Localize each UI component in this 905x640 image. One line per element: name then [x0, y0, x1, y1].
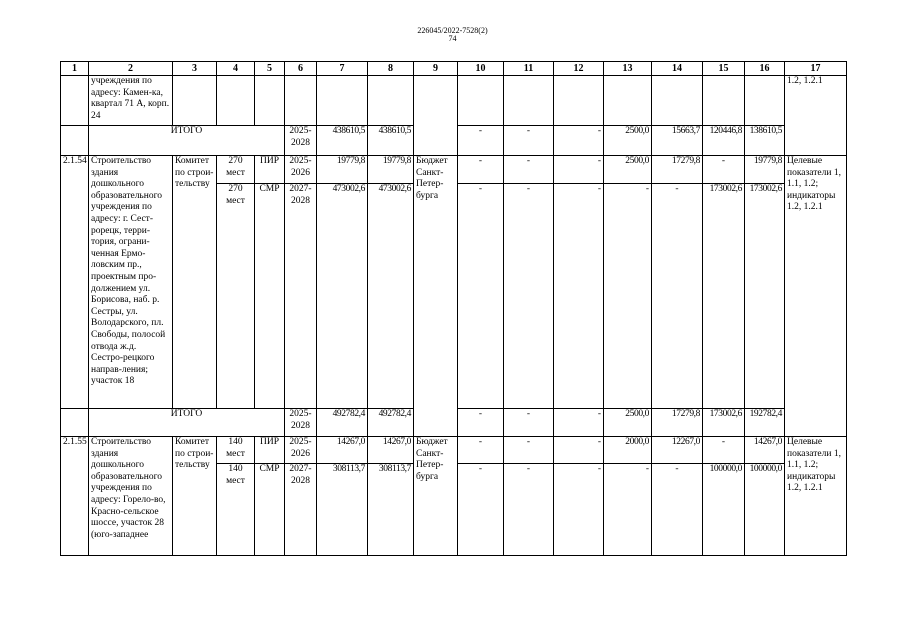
col-number: 2 [89, 62, 173, 76]
work-type: ПИР [255, 156, 285, 184]
col-number: 15 [703, 62, 745, 76]
value-col15: 173002,6 [703, 409, 745, 437]
value-col8: 308113,7 [368, 464, 414, 556]
value-col7: 438610,5 [317, 126, 368, 156]
value-col15: - [703, 437, 745, 464]
value-col10: - [458, 464, 504, 556]
work-type: ПИР [255, 437, 285, 464]
value-col13: 2500,0 [604, 156, 652, 184]
value-col7: 473002,6 [317, 184, 368, 409]
work-type: СМР [255, 184, 285, 409]
value-col14: 15663,7 [652, 126, 703, 156]
value-col12: - [554, 126, 604, 156]
object-name: учреждения по адресу: Камен-ка, квартал 71 А, корп. 24 [89, 76, 173, 126]
col-number: 11 [504, 62, 554, 76]
value-col10: - [458, 156, 504, 184]
table-row [61, 437, 847, 464]
value-col12: - [554, 156, 604, 184]
table-row [61, 76, 847, 126]
value-col13: 2500,0 [604, 126, 652, 156]
capacity: 270 мест [217, 156, 255, 184]
itogo-label: ИТОГО [89, 126, 285, 156]
value-col11: - [504, 126, 554, 156]
page-number: 74 [448, 34, 457, 43]
row-number: 2.1.54 [61, 156, 89, 409]
value-col11: - [504, 184, 554, 409]
value-col16: 173002,6 [745, 184, 785, 409]
document-id: 226045/2022-7528(2) [417, 26, 488, 35]
table-row [61, 156, 847, 184]
value-col13: 2500,0 [604, 409, 652, 437]
value-col10: - [458, 437, 504, 464]
value-col13: - [604, 184, 652, 409]
value-col16: 192782,4 [745, 409, 785, 437]
col-number: 1 [61, 62, 89, 76]
value-col10: - [458, 126, 504, 156]
capacity: 270 мест [217, 184, 255, 409]
customer: Комитет по строи-тельству [173, 156, 217, 409]
value-col15: 100000,0 [703, 464, 745, 556]
funding-source: Бюджет Санкт-Петер-бурга [414, 156, 458, 437]
capacity: 140 мест [217, 464, 255, 556]
value-col11: - [504, 437, 554, 464]
value-col15: - [703, 156, 745, 184]
target-indicators: Целевые показатели 1, 1.1, 1.2; индикаторы 1.2, 1.2.1 [785, 156, 847, 437]
row-number: 2.1.55 [61, 437, 89, 556]
value-col15: 173002,6 [703, 184, 745, 409]
funding-source: Бюджет Санкт-Петер-бурга [414, 437, 458, 556]
value-col12: - [554, 184, 604, 409]
program-table [60, 61, 847, 556]
value-col8: 473002,6 [368, 184, 414, 409]
value-col8: 19779,8 [368, 156, 414, 184]
value-col13: 2000,0 [604, 437, 652, 464]
object-name: Строительство здания дошкольного образовательного учреждения по адресу: Горело-во, Красно-сельское шоссе, участок 28 (юго-западнее [89, 437, 173, 556]
col-number: 7 [317, 62, 368, 76]
years: 2025-2026 [285, 437, 317, 464]
col-number: 10 [458, 62, 504, 76]
col-number: 9 [414, 62, 458, 76]
object-name: Строительство здания дошкольного образовательного учреждения по адресу: г. Сест-рорецк, терри-тория, ограни-ченная Ермо-ловским пр., проектным про-должением ул. Борисова, наб. р. Сестры, ул. Володарского, пл. Свободы, полосой отвода ж.д. Сестро-рецкого направ-ления; участок 18 [89, 156, 173, 409]
value-col7: 308113,7 [317, 464, 368, 556]
value-col10: - [458, 184, 504, 409]
value-col8: 14267,0 [368, 437, 414, 464]
value-col10: - [458, 409, 504, 437]
value-col12: - [554, 437, 604, 464]
col-number: 4 [217, 62, 255, 76]
value-col13: - [604, 464, 652, 556]
years: 2025-2028 [285, 126, 317, 156]
value-col7: 14267,0 [317, 437, 368, 464]
value-col15: 120446,8 [703, 126, 745, 156]
value-col7: 492782,4 [317, 409, 368, 437]
target-indicators: 1.2, 1.2.1 [785, 76, 847, 156]
col-number: 6 [285, 62, 317, 76]
col-number: 12 [554, 62, 604, 76]
value-col14: 12267,0 [652, 437, 703, 464]
value-col16: 100000,0 [745, 464, 785, 556]
col-number: 17 [785, 62, 847, 76]
work-type: СМР [255, 464, 285, 556]
value-col11: - [504, 464, 554, 556]
value-col14: 17279,8 [652, 156, 703, 184]
value-col8: 492782,4 [368, 409, 414, 437]
target-indicators: Целевые показатели 1, 1.1, 1.2; индикаторы 1.2, 1.2.1 [785, 437, 847, 556]
col-number: 5 [255, 62, 285, 76]
customer: Комитет по строи-тельству [173, 437, 217, 556]
value-col16: 138610,5 [745, 126, 785, 156]
value-col14: - [652, 464, 703, 556]
value-col11: - [504, 409, 554, 437]
capacity: 140 мест [217, 437, 255, 464]
col-number: 13 [604, 62, 652, 76]
value-col12: - [554, 409, 604, 437]
col-number: 8 [368, 62, 414, 76]
years: 2027-2028 [285, 184, 317, 409]
itogo-label: ИТОГО [89, 409, 285, 437]
value-col8: 438610,5 [368, 126, 414, 156]
value-col14: 17279,8 [652, 409, 703, 437]
years: 2027-2028 [285, 464, 317, 556]
value-col11: - [504, 156, 554, 184]
col-number: 14 [652, 62, 703, 76]
years: 2025-2026 [285, 156, 317, 184]
col-number: 16 [745, 62, 785, 76]
value-col16: 14267,0 [745, 437, 785, 464]
value-col14: - [652, 184, 703, 409]
years: 2025-2028 [285, 409, 317, 437]
value-col12: - [554, 464, 604, 556]
value-col16: 19779,8 [745, 156, 785, 184]
value-col7: 19779,8 [317, 156, 368, 184]
column-number-row [61, 62, 847, 76]
col-number: 3 [173, 62, 217, 76]
